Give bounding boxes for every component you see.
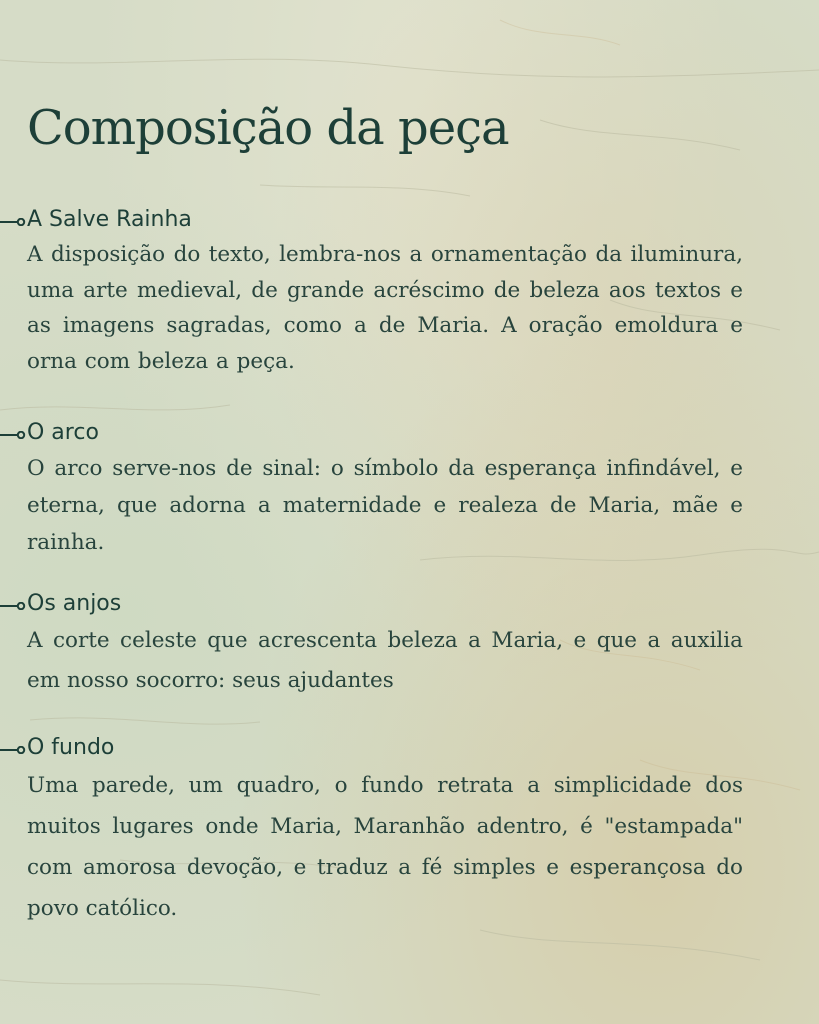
section-heading: O arco: [27, 420, 99, 445]
section-body: A disposição do texto, lembra-nos a ornamentação da iluminura, uma arte medieval, de grande acréscimo de beleza aos textos e as imagens sagradas, como a de Maria. A oração emoldura e orna com beleza a peça.: [27, 242, 743, 374]
section-anjos: [0, 587, 819, 701]
section-body: Uma parede, um quadro, o fundo retrata a simplicidade dos muitos lugares onde Maria, Maranhão adentro, é "estampada" com amorosa devoção, e traduz a fé simples e esperançosa do povo católico.: [27, 773, 743, 921]
page-title: Composição da peça: [27, 100, 509, 156]
section-heading: A Salve Rainha: [27, 207, 192, 232]
line-circle-bullet-icon: [0, 431, 26, 439]
line-circle-bullet-icon: [0, 218, 26, 226]
section-fundo: [0, 731, 819, 929]
section-salve-rainha: [0, 203, 819, 379]
section-heading: O fundo: [27, 735, 115, 760]
section-arco: [0, 416, 819, 561]
section-heading: Os anjos: [27, 591, 122, 616]
section-header: [0, 203, 819, 237]
section-header: [0, 416, 819, 450]
section-header: [0, 731, 819, 765]
section-body: O arco serve-nos de sinal: o símbolo da esperança infindável, e eterna, que adorna a maternidade e realeza de Maria, mãe e rainha.: [27, 456, 743, 555]
line-circle-bullet-icon: [0, 746, 26, 754]
section-body: A corte celeste que acrescenta beleza a Maria, e que a auxilia em nosso socorro: seus ajudantes: [27, 628, 743, 693]
line-circle-bullet-icon: [0, 602, 26, 610]
section-header: [0, 587, 819, 621]
